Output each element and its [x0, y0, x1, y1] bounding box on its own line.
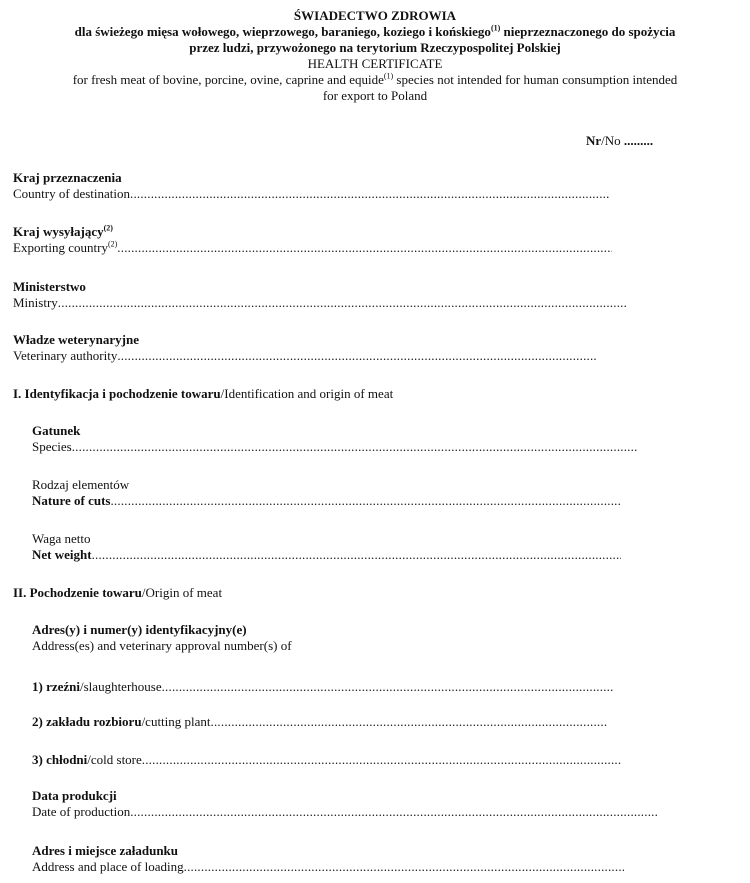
- cuts-label-pl: Rodzaj elementów: [32, 477, 130, 492]
- title-pl: ŚWIADECTWO ZDROWIA: [293, 8, 457, 23]
- address-ids-label-pl: Adres(y) i numer(y) identyfikacyjny(e): [32, 622, 247, 637]
- production-date-dots: [130, 804, 657, 819]
- certificate-number: Nr/No .........: [586, 133, 654, 148]
- slaughterhouse-dots: [162, 679, 614, 694]
- cold-store-field[interactable]: 3) chłodni/cold store.....: [32, 752, 621, 767]
- destination-field[interactable]: Country of destination.....: [13, 186, 609, 201]
- weight-label-pl: Waga netto: [32, 531, 91, 546]
- subtitle-pl-line2: przez ludzi, przywożonego na terytorium Rzeczypospolitej Polskiej: [189, 40, 561, 55]
- ministry-label-pl: Ministerstwo: [13, 279, 86, 294]
- loading-label-pl: Adres i miejsce załadunku: [32, 843, 179, 858]
- subtitle-pl-line1: dla świeżego mięsa wołowego, wieprzowego, baraniego, koziego i końskiego$^{(1)}$ nieprzeznaczonego do spożycia: [74, 23, 676, 39]
- weight-dots: [92, 547, 621, 562]
- weight-field[interactable]: Net weight.....: [32, 547, 621, 562]
- cuts-field[interactable]: Nature of cuts.....: [32, 493, 622, 508]
- loading-field[interactable]: Address and place of loading.....: [32, 859, 624, 874]
- address-ids-label-en: Address(es) and veterinary approval number(s) of: [32, 638, 292, 653]
- exporting-label-pl: Kraj wysyłający$^{(2)}$: [13, 223, 113, 239]
- exporting-dots: [117, 240, 612, 255]
- vet-authority-field[interactable]: Veterinary authority.....: [13, 348, 597, 363]
- subtitle-en-line2: for export to Poland: [322, 88, 428, 103]
- subtitle-en-line1: for fresh meat of bovine, porcine, ovine, caprine and equide$^{(1)}$ species not intended for human consumption intended: [72, 71, 678, 87]
- ministry-dots: [58, 295, 626, 310]
- vet-authority-label-pl: Władze weterynaryjne: [13, 332, 139, 347]
- vet-authority-dots: [117, 348, 597, 363]
- destination-dots: [130, 186, 609, 201]
- production-date-label-pl: Data produkcji: [32, 788, 117, 803]
- title-en: HEALTH CERTIFICATE: [307, 56, 443, 71]
- slaughterhouse-field[interactable]: 1) rzeźni/slaughterhouse.....: [32, 679, 614, 694]
- production-date-field[interactable]: Date of production.....: [32, 804, 657, 819]
- exporting-field[interactable]: Exporting country$^{(2)}$.....: [13, 240, 612, 255]
- loading-dots: [184, 859, 624, 874]
- cuts-dots: [110, 493, 622, 508]
- species-dots: [72, 439, 637, 454]
- cutting-plant-dots: [211, 714, 608, 729]
- destination-label-pl: Kraj przeznaczenia: [13, 170, 122, 185]
- species-field[interactable]: Species.....: [32, 439, 637, 454]
- species-label-pl: Gatunek: [32, 423, 81, 438]
- section1-heading: I. Identyfikacja i pochodzenie towaru/Identification and origin of meat: [13, 386, 394, 401]
- cold-store-dots: [142, 752, 621, 767]
- section2-heading: II. Pochodzenie towaru/Origin of meat: [13, 585, 223, 600]
- ministry-field[interactable]: Ministry.....: [13, 295, 626, 310]
- cutting-plant-field[interactable]: 2) zakładu rozbioru/cutting plant.....: [32, 714, 608, 729]
